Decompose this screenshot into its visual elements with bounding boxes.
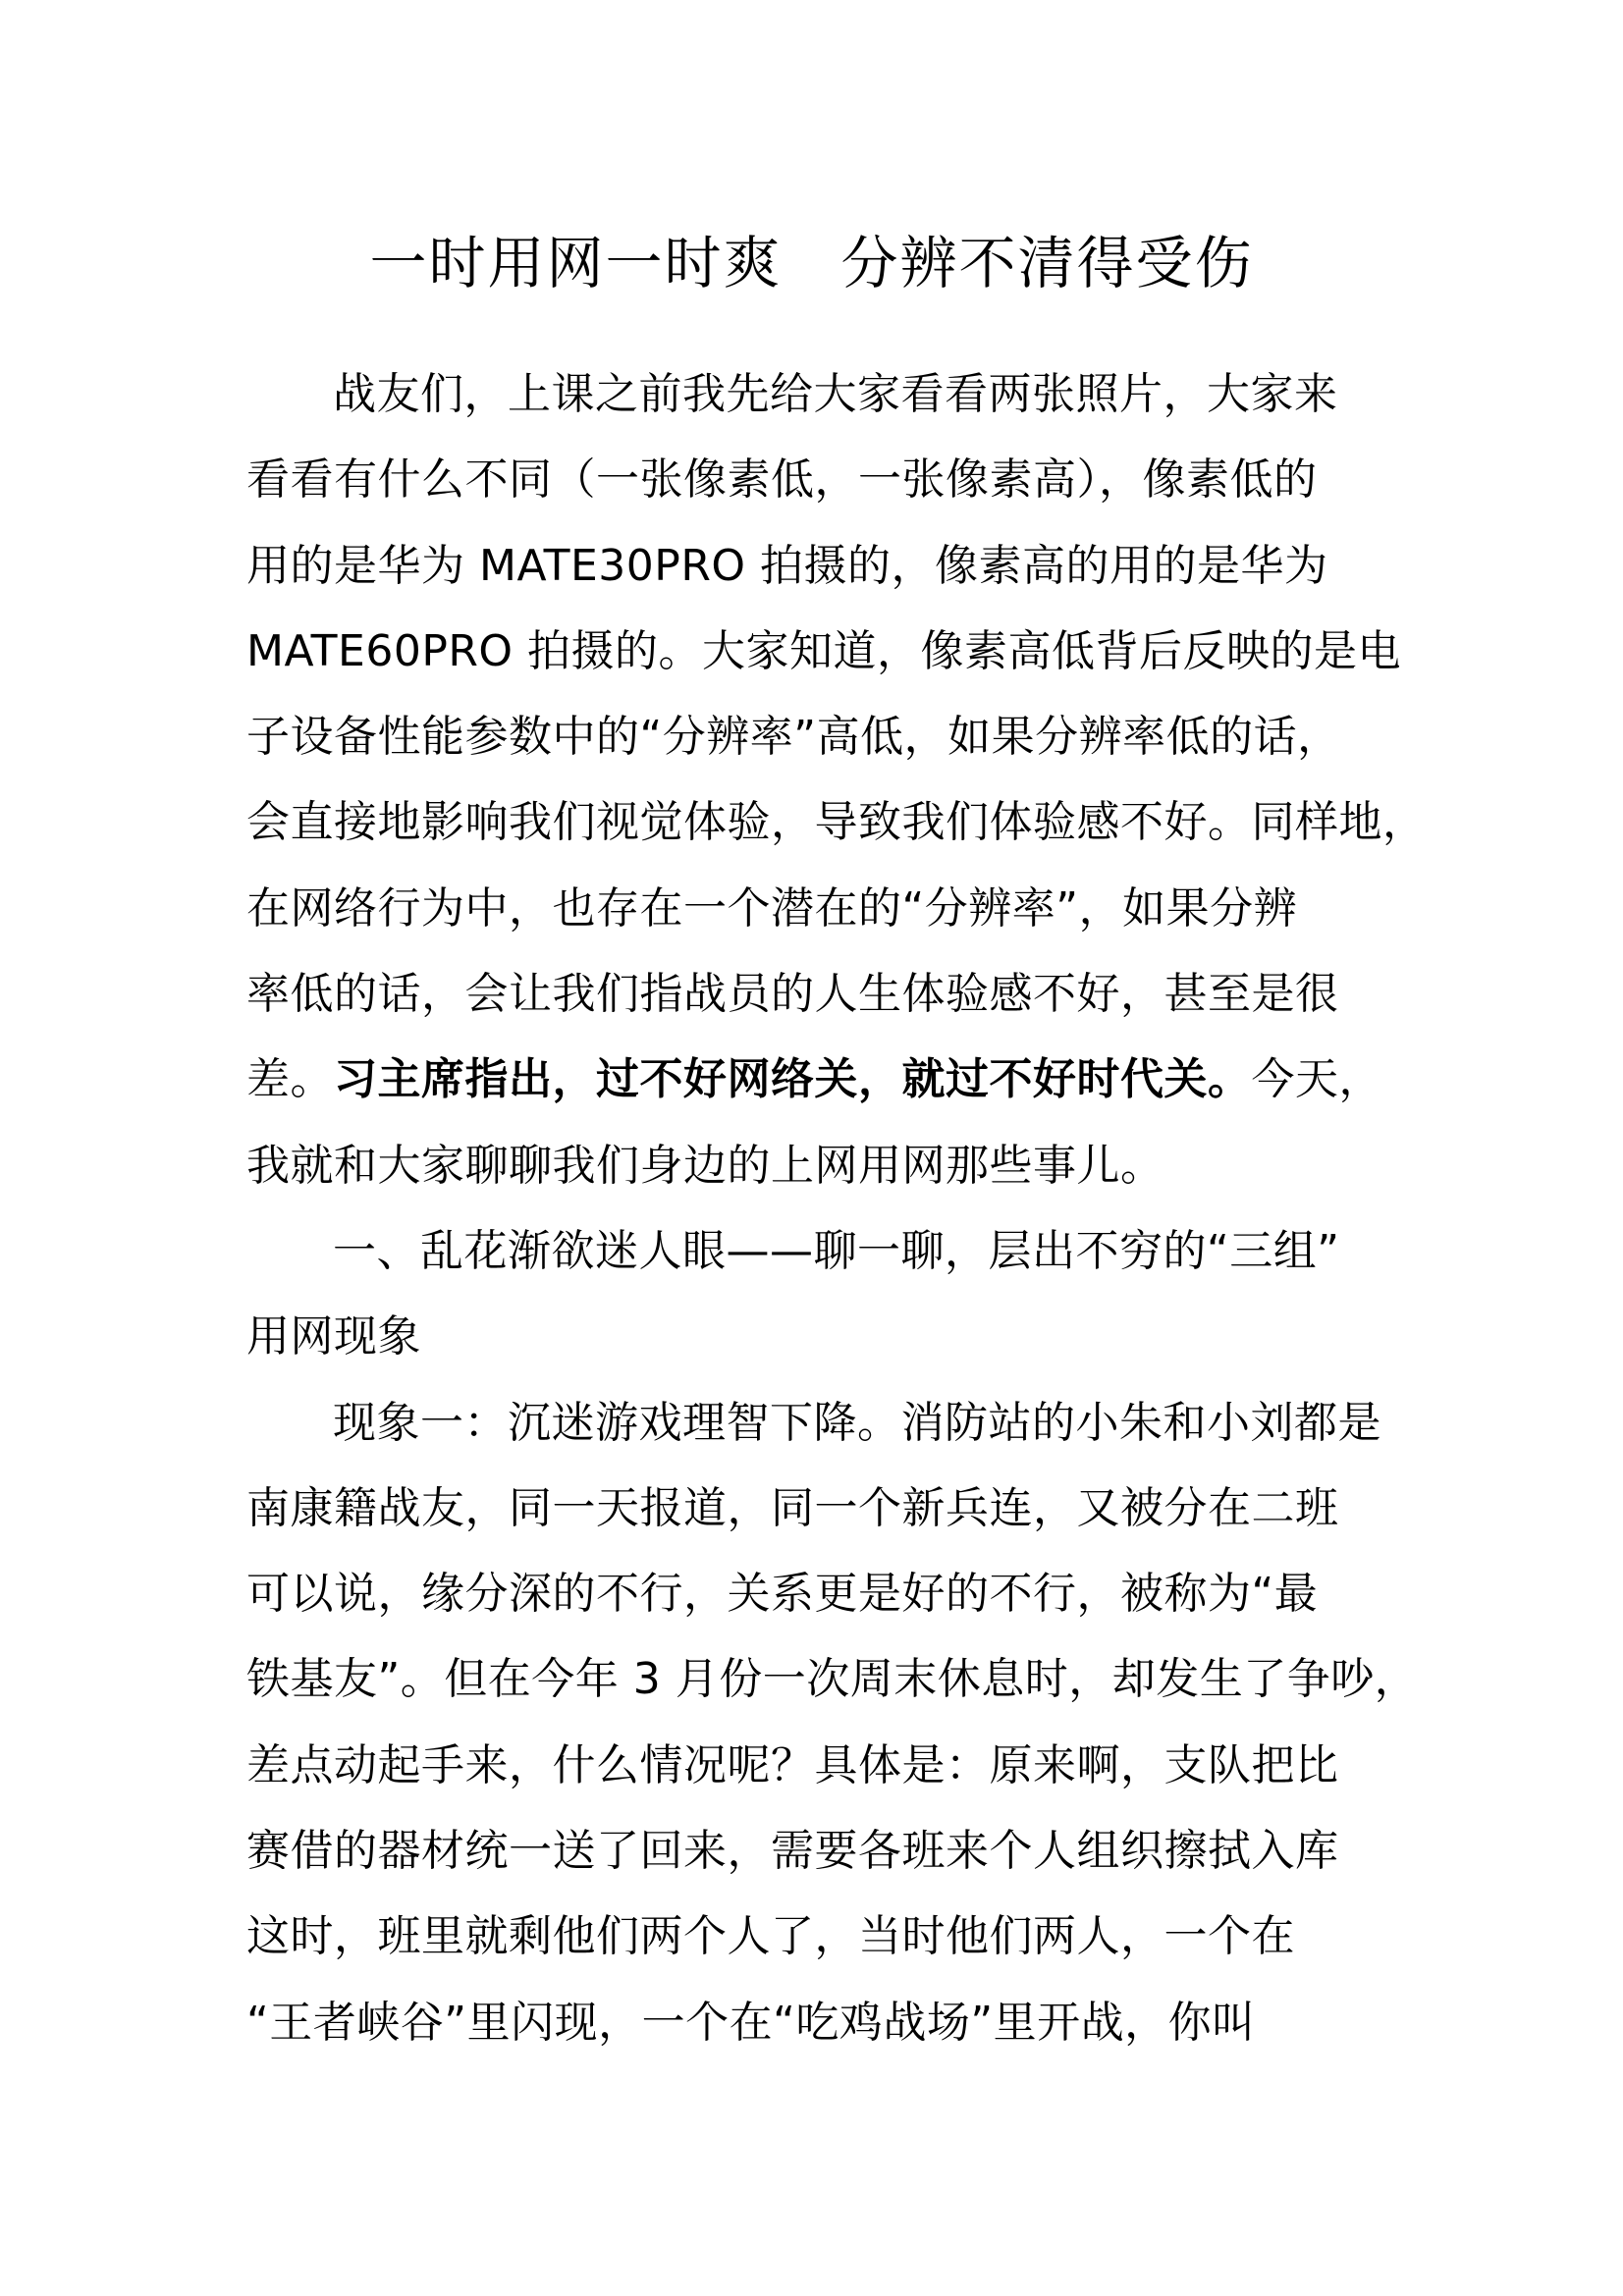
paragraph-line: 这时，班里就剩他们两个人了，当时他们两人，一个在	[246, 1911, 1295, 1962]
bold-quote: 习主席指出，过不好网络关，就过不好时代关。	[334, 1054, 1252, 1105]
paragraph-line: 南康籍战友，同一天报道，同一个新兵连，又被分在二班	[246, 1482, 1339, 1533]
paragraph-line: 现象一：沉迷游戏理智下降。消防站的小朱和小刘都是	[333, 1397, 1381, 1448]
paragraph-line: 赛借的器材统一送了回来，需要各班来个人组织擦拭入库	[246, 1826, 1339, 1877]
paragraph-line: 会直接地影响我们视觉体验，导致我们体验感不好。同样地，	[246, 797, 1427, 848]
page-title: 一时用网一时爽 分辨不清得受伤	[369, 230, 1254, 296]
paragraph-line-with-quote	[246, 1037, 1400, 1122]
paragraph-line: “王者峡谷”里闪现，一个在“吃鸡战场”里开战，你叫	[246, 1997, 1256, 2048]
section-heading-line: 一、乱花渐欲迷人眼——聊一聊，层出不穷的“三组”	[333, 1225, 1340, 1276]
paragraph-line: 我就和大家聊聊我们身边的上网用网那些事儿。	[246, 1140, 1164, 1191]
paragraph-line: 铁基友”。但在今年 3 月份一次周末休息时，却发生了争吵，	[246, 1654, 1419, 1705]
paragraph-line: 在网络行为中，也存在一个潜在的“分辨率”，如果分辨	[246, 882, 1298, 934]
line-lead-text: 差。	[246, 1054, 334, 1105]
paragraph-line: 战友们，上课之前我先给大家看看两张照片，大家来	[333, 369, 1338, 419]
paragraph-line: MATE60PRO 拍摄的。大家知道，像素高低背后反映的是电	[246, 625, 1402, 676]
paragraph-line: 用的是华为 MATE30PRO 拍摄的，像素高的用的是华为	[246, 540, 1328, 591]
paragraph-line: 子设备性能参数中的“分辨率”高低，如果分辨率低的话，	[246, 712, 1341, 763]
line-trail-text: 今天，	[1251, 1054, 1382, 1105]
body-text	[246, 351, 1427, 2065]
paragraph-line: 可以说，缘分深的不行，关系更是好的不行，被称为“最	[246, 1569, 1319, 1620]
paragraph-line: 差点动起手来，什么情况呢？具体是：原来啊，支队把比	[246, 1739, 1339, 1790]
section-heading-line: 用网现象	[246, 1311, 421, 1362]
paragraph-line: 率低的话，会让我们指战员的人生体验感不好，甚至是很	[246, 969, 1339, 1020]
paragraph-line: 看看有什么不同（一张像素低，一张像素高），像素低的	[246, 454, 1318, 506]
